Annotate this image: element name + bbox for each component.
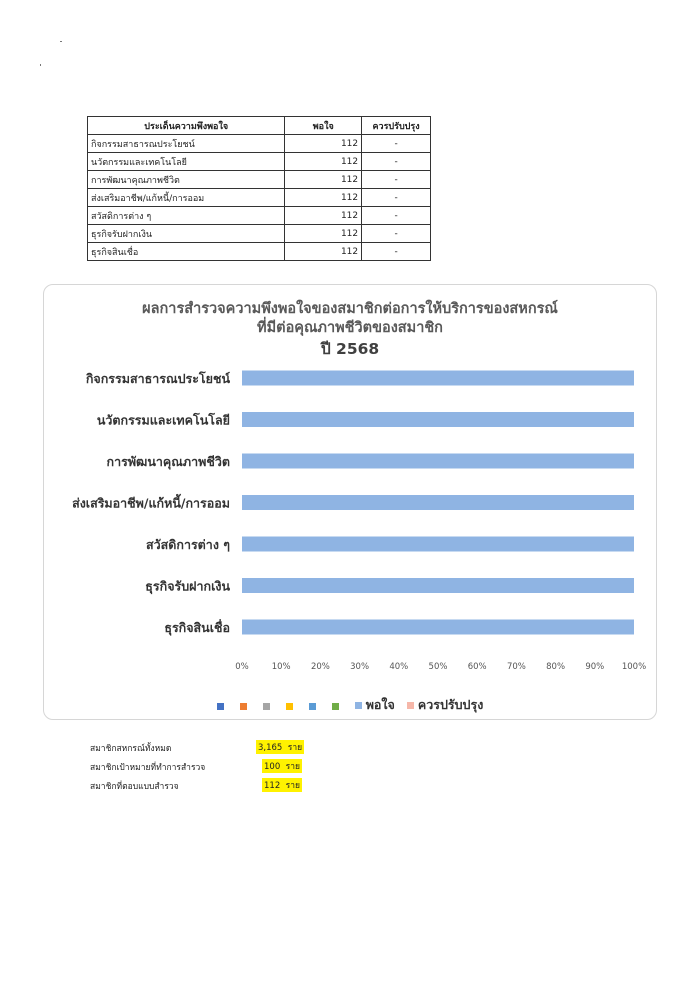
row-improve: - — [362, 225, 431, 243]
scan-speck — [60, 41, 62, 42]
row-topic: นวัตกรรมและเทคโนโลยี — [88, 153, 285, 171]
category-label: นวัตกรรมและเทคโนโลยี — [96, 412, 230, 428]
bar-satisfied — [242, 371, 634, 386]
chart-legend — [44, 695, 656, 715]
category-label: ธุรกิจสินเชื่อ — [164, 620, 230, 635]
row-improve: - — [362, 153, 431, 171]
x-tick-label: 0% — [235, 662, 249, 672]
table-header-row — [88, 117, 431, 135]
x-tick-label: 60% — [467, 662, 487, 672]
category-label: สวัสดิการต่าง ๆ — [145, 537, 230, 552]
row-satisfied: 112 — [285, 135, 362, 153]
row-topic: ธุรกิจรับฝากเงิน — [88, 225, 285, 243]
satisfaction-table — [87, 116, 431, 261]
chart-title-line-1: ผลการสำรวจความพึงพอใจของสมาชิกต่อการให้บริการของสหกรณ์ — [142, 301, 558, 317]
table-row — [88, 243, 431, 261]
table-row — [88, 207, 431, 225]
legend-swatch-box — [309, 703, 316, 710]
bar-satisfied — [242, 454, 634, 469]
legend-swatch-box — [240, 703, 247, 710]
scan-speck — [40, 64, 41, 66]
bar-satisfied — [242, 495, 634, 510]
x-tick-label: 20% — [310, 662, 330, 672]
chart-title-line-2: ที่มีต่อคุณภาพชีวิตของสมาชิก — [257, 320, 443, 336]
chart-title-year: ปี 2568 — [320, 340, 380, 358]
summary-target-highlight — [262, 759, 302, 773]
x-tick-label: 40% — [389, 662, 409, 672]
row-topic: สวัสดิการต่าง ๆ — [88, 207, 285, 225]
row-satisfied: 112 — [285, 207, 362, 225]
summary-label-target: สมาชิกเป้าหมายที่ทำการสำรวจ — [90, 763, 206, 773]
table-row — [88, 225, 431, 243]
row-satisfied: 112 — [285, 171, 362, 189]
category-label: ธุรกิจรับฝากเงิน — [145, 578, 230, 594]
bar-satisfied — [242, 620, 634, 635]
header-satisfied: พอใจ — [285, 117, 362, 135]
legend-entry — [355, 695, 395, 715]
legend-swatch-box — [355, 702, 362, 709]
row-satisfied: 112 — [285, 225, 362, 243]
legend-swatch — [240, 698, 251, 713]
x-tick-label: 50% — [428, 662, 448, 672]
row-satisfied: 112 — [285, 153, 362, 171]
x-tick-label: 30% — [350, 662, 370, 672]
legend-label: พอใจ — [365, 697, 395, 712]
summary-total-highlight — [256, 740, 304, 754]
row-topic: ธุรกิจสินเชื่อ — [88, 243, 285, 261]
table-row — [88, 171, 431, 189]
x-tick-label: 80% — [546, 662, 566, 672]
row-topic: การพัฒนาคุณภาพชีวิต — [88, 171, 285, 189]
table-row — [88, 135, 431, 153]
legend-swatch-box — [407, 702, 414, 709]
summary-responded-unit: ราย — [285, 781, 300, 791]
row-improve: - — [362, 189, 431, 207]
summary-target-value: 100 — [264, 762, 281, 772]
table-row — [88, 153, 431, 171]
bar-satisfied — [242, 412, 634, 427]
legend-swatch — [286, 698, 297, 713]
category-label: การพัฒนาคุณภาพชีวิต — [106, 454, 230, 469]
header-topic: ประเด็นความพึงพอใจ — [88, 117, 285, 135]
table-row — [88, 189, 431, 207]
legend-swatch-box — [332, 703, 339, 710]
summary-target-unit: ราย — [285, 762, 300, 772]
legend-swatch-box — [217, 703, 224, 710]
legend-swatch — [309, 698, 320, 713]
summary-label-total: สมาชิกสหกรณ์ทั้งหมด — [90, 744, 172, 754]
row-topic: กิจกรรมสาธารณประโยชน์ — [88, 135, 285, 153]
bar-satisfied — [242, 537, 634, 552]
row-improve: - — [362, 135, 431, 153]
legend-swatch-box — [263, 703, 270, 710]
x-tick-label: 70% — [506, 662, 526, 672]
category-label: กิจกรรมสาธารณประโยชน์ — [85, 371, 230, 386]
row-satisfied: 112 — [285, 189, 362, 207]
row-improve: - — [362, 243, 431, 261]
summary-responded-value: 112 — [264, 781, 281, 791]
summary-label-responded: สมาชิกที่ตอบแบบสำรวจ — [90, 782, 179, 792]
x-tick-label: 10% — [271, 662, 291, 672]
bar-chart — [44, 285, 656, 685]
legend-entry — [407, 695, 483, 715]
x-tick-label: 90% — [585, 662, 605, 672]
category-label: ส่งเสริมอาชีพ/แก้หนี้/การออม — [72, 495, 230, 511]
summary-responded-highlight — [262, 778, 302, 792]
header-improve: ควรปรับปรุง — [362, 117, 431, 135]
row-improve: - — [362, 171, 431, 189]
legend-swatch-box — [286, 703, 293, 710]
legend-swatch — [263, 698, 274, 713]
x-tick-label: 100% — [621, 662, 647, 672]
chart-card — [43, 284, 657, 720]
summary-total-unit: ราย — [287, 743, 303, 753]
bar-satisfied — [242, 578, 634, 593]
legend-swatch — [217, 698, 228, 713]
row-topic: ส่งเสริมอาชีพ/แก้หนี้/การออม — [88, 189, 285, 207]
legend-swatch — [332, 698, 343, 713]
row-improve: - — [362, 207, 431, 225]
summary-total-value: 3,165 — [258, 743, 283, 753]
row-satisfied: 112 — [285, 243, 362, 261]
legend-label: ควรปรับปรุง — [417, 697, 484, 712]
